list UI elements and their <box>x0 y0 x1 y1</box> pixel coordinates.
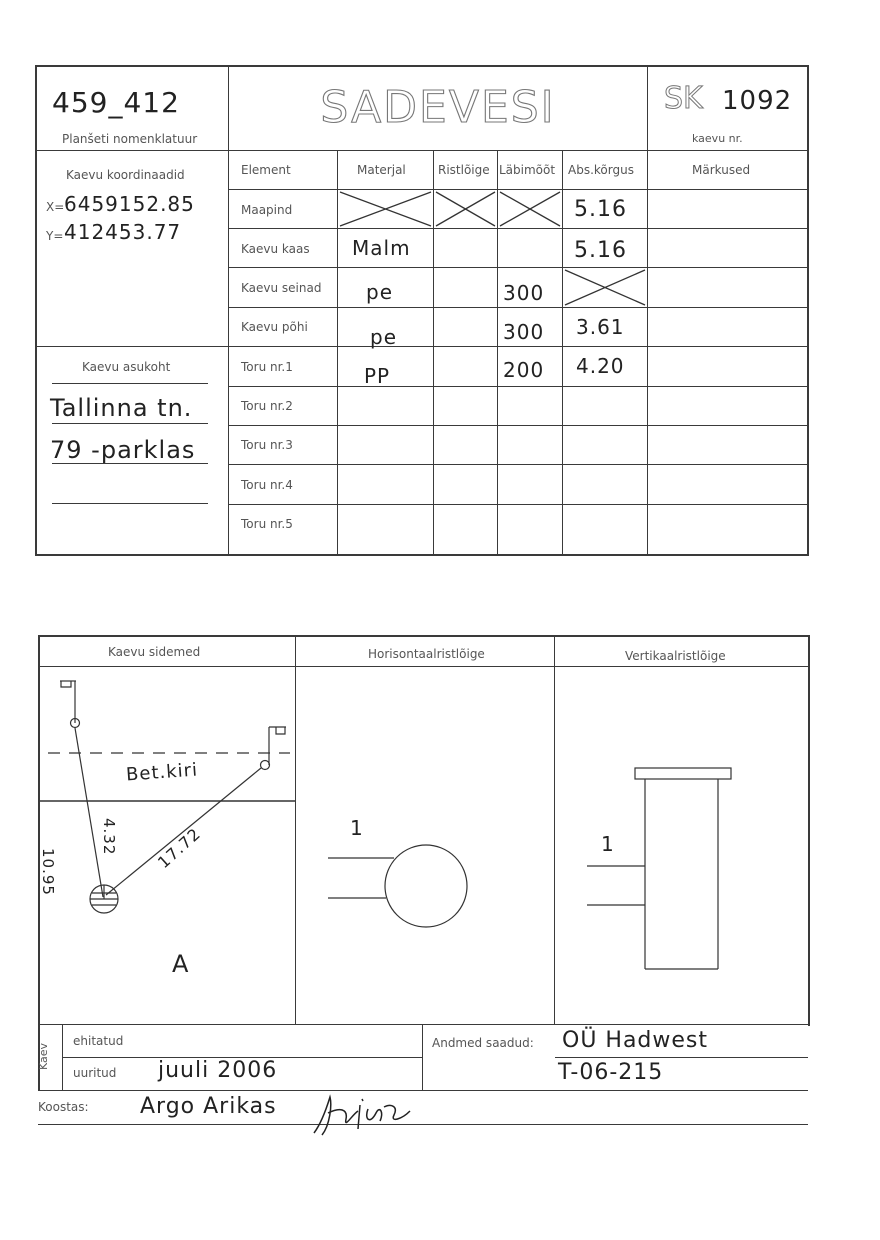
well-label: kaevu nr. <box>692 132 743 145</box>
col-header-section: Ristlõige <box>438 163 490 177</box>
page-title: SADEVESI <box>320 82 556 133</box>
cell-height: 5.16 <box>574 238 627 263</box>
data-code: T-06-215 <box>558 1060 664 1085</box>
nomenclature-label: Planšeti nomenklatuur <box>62 132 198 146</box>
pipe-label-vertical: 1 <box>601 832 615 856</box>
cell-material: pe <box>366 280 393 304</box>
cell-height: 3.61 <box>576 315 625 339</box>
compiled-label: Koostas: <box>38 1100 89 1114</box>
nomenclature-value: 459_412 <box>52 86 180 119</box>
x-coordinate: 6459152.85 <box>64 192 195 216</box>
built-label: ehitatud <box>73 1034 124 1048</box>
wall-label: Bet.kiri <box>125 759 199 786</box>
horizontal-section <box>296 667 554 1024</box>
col-header-material: Materjal <box>357 163 406 177</box>
row-element: Maapind <box>241 203 293 217</box>
y-prefix: Y= <box>46 229 64 243</box>
data-company: OÜ Hadwest <box>562 1028 709 1053</box>
row-element: Kaevu kaas <box>241 242 310 256</box>
row-element: Toru nr.4 <box>241 478 293 492</box>
row-element: Toru nr.1 <box>241 360 293 374</box>
row-element: Toru nr.2 <box>241 399 293 413</box>
col-header-element: Element <box>241 163 291 177</box>
cell-height: 4.20 <box>576 354 625 378</box>
col-header-diameter: Läbimõõt <box>499 163 556 177</box>
cell-material: Malm <box>352 236 411 260</box>
y-coordinate: 412453.77 <box>64 220 182 244</box>
col-header-height: Abs.kõrgus <box>568 163 634 177</box>
row-element: Toru nr.3 <box>241 438 293 452</box>
row-element: Kaevu seinad <box>241 281 322 295</box>
cell-diameter: 300 <box>503 320 545 344</box>
surveyed-value: juuli 2006 <box>158 1058 278 1083</box>
sketch-header-connections: Kaevu sidemed <box>108 645 201 659</box>
sketch-header-vertical: Vertikaalristlõige <box>625 649 726 663</box>
dimension-1: 10.95 <box>39 848 57 896</box>
cell-material: pe <box>370 325 397 349</box>
location-label: Kaevu asukoht <box>82 360 171 374</box>
cell-material: PP <box>364 364 391 388</box>
signature <box>300 1085 430 1155</box>
cell-height: 5.16 <box>574 197 627 222</box>
point-label: A <box>172 950 190 978</box>
vertical-section <box>555 667 808 1024</box>
well-prefix: SK <box>664 81 703 116</box>
side-label: Kaev <box>37 1042 50 1070</box>
well-number: 1092 <box>722 86 793 116</box>
row-element: Kaevu põhi <box>241 320 308 334</box>
pipe-label-horizontal: 1 <box>350 816 364 840</box>
cell-diameter: 300 <box>503 281 545 305</box>
compiled-value: Argo Arikas <box>140 1094 277 1119</box>
coordinates-label: Kaevu koordinaadid <box>66 168 185 182</box>
data-source-label: Andmed saadud: <box>432 1036 534 1050</box>
dimension-2: 4.32 <box>100 818 118 856</box>
row-element: Toru nr.5 <box>241 517 293 531</box>
location-line-1: Tallinna tn. <box>50 394 193 422</box>
dimension-3: 17.72 <box>154 823 205 873</box>
sketch-header-horizontal: Horisontaalristlõige <box>368 647 485 661</box>
title-outline <box>229 66 647 150</box>
surveyed-label: uuritud <box>73 1066 117 1080</box>
x-prefix: X= <box>46 200 65 214</box>
location-line-2: 79 -parklas <box>50 436 196 464</box>
cell-diameter: 200 <box>503 358 545 382</box>
col-header-notes: Märkused <box>692 163 751 177</box>
